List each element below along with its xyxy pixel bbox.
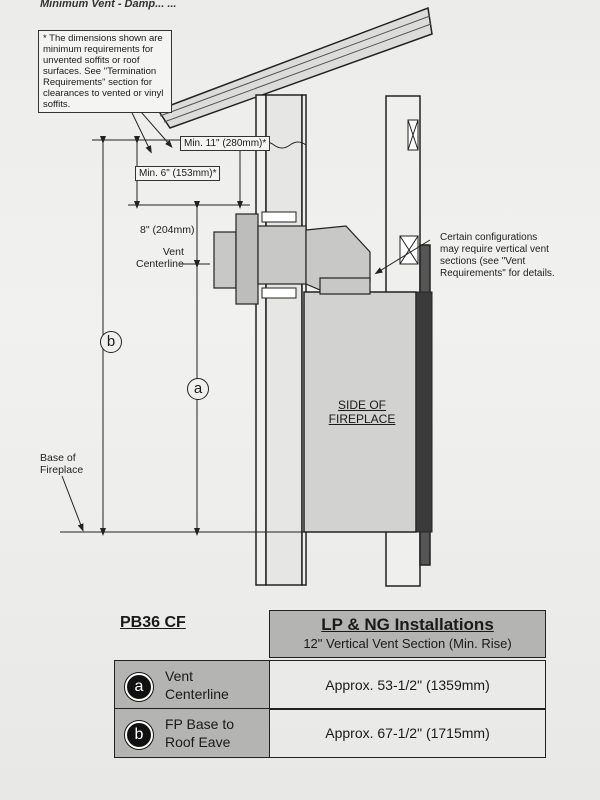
row-value: Approx. 67-1/2" (1715mm) — [325, 725, 490, 741]
table-row — [114, 660, 546, 710]
row-label: FP Base to Roof Eave — [165, 716, 235, 750]
row-letter-a: a — [125, 673, 153, 701]
base-of-fireplace-label: Base of Fireplace — [40, 452, 84, 476]
marker-a: a — [187, 378, 209, 400]
table-row — [114, 708, 546, 758]
row-label: Vent Centerline — [165, 668, 229, 702]
vertical-vent-note: Certain configurations may require vertical vent sections (see "Vent Requirements" for details. — [440, 232, 555, 279]
dimension-footnote: * The dimensions shown are minimum requirements for unvented soffits or roof surfaces. See "Termination Requirements" section for clearances to vented or vinyl soffits. — [38, 30, 172, 113]
wall-framing — [256, 95, 306, 585]
installation-table — [114, 610, 546, 760]
vent-centerline-label: Vent Centerline — [136, 246, 184, 270]
marker-b: b — [100, 331, 122, 353]
page-header-fragment: Minimum Vent - Damp... ... — [40, 0, 177, 10]
min-11-label: Min. 11" (280mm)* — [180, 136, 270, 151]
side-of-fireplace-label: SIDE OF FIREPLACE — [328, 398, 396, 426]
min-6-label: Min. 6" (153mm)* — [135, 166, 220, 181]
table-header — [269, 610, 546, 658]
row-value: Approx. 53-1/2" (1359mm) — [325, 677, 490, 693]
row-letter-b: b — [125, 721, 153, 749]
table-heading: LP & NG Installations — [321, 615, 494, 634]
model-number: PB36 CF — [120, 614, 186, 631]
table-subheading: 12" Vertical Vent Section (Min. Rise) — [303, 636, 512, 651]
eight-inch-label: 8" (204mm) — [140, 224, 195, 236]
